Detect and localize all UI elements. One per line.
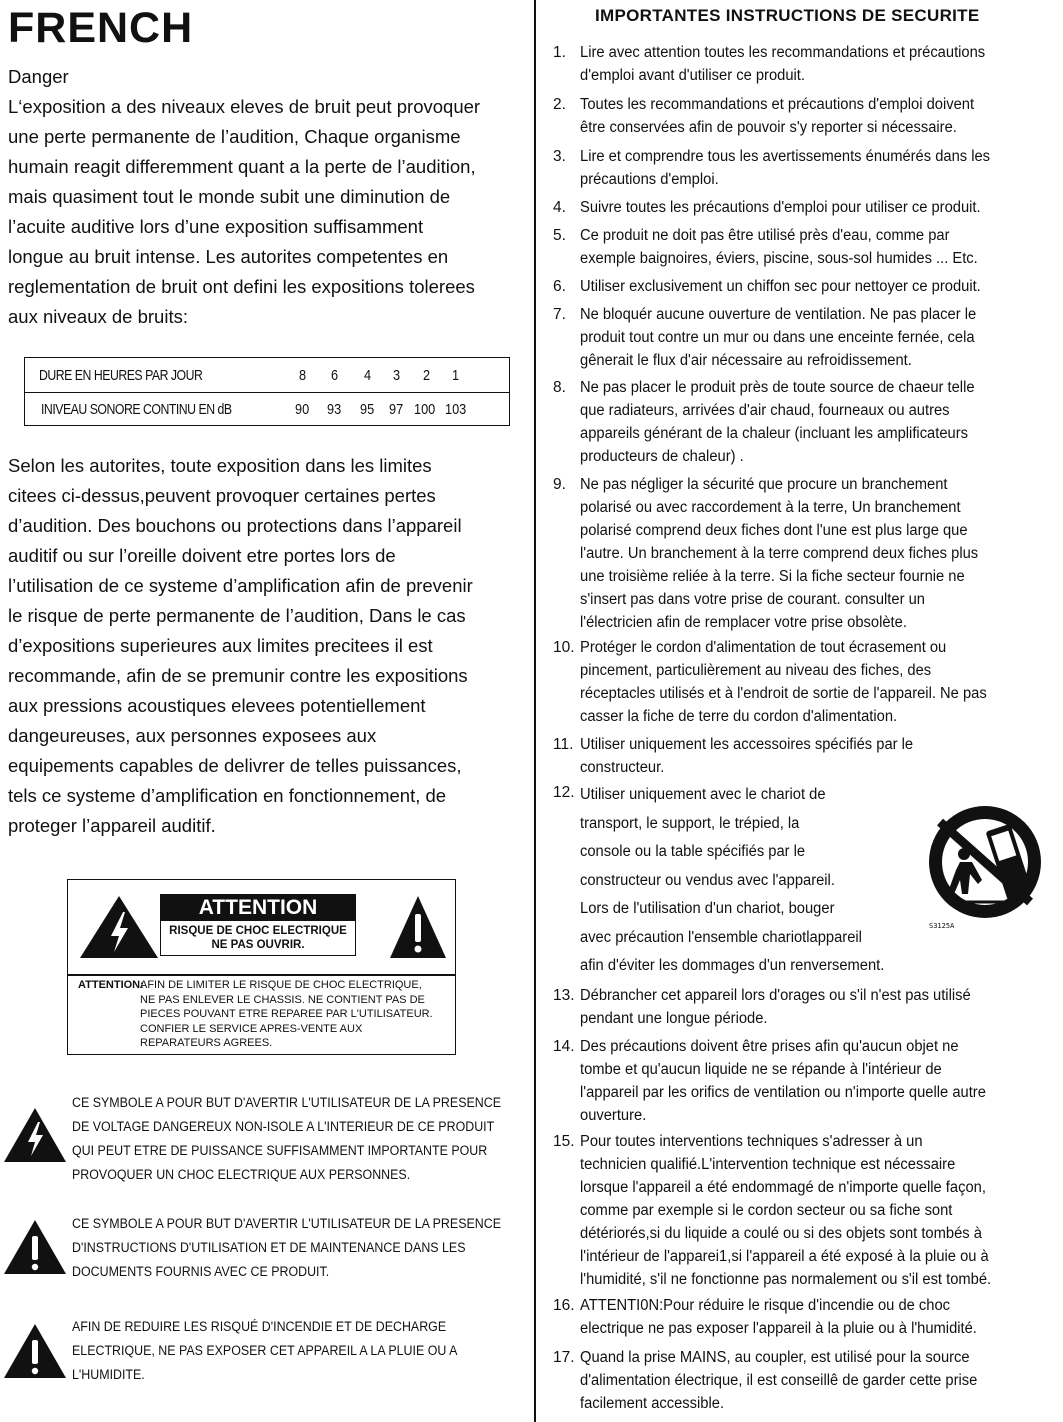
item-line: ATTENTI0N:Pour réduire le risque d'incendie ou de choc xyxy=(580,1297,951,1314)
item-line: exemple baignoires, éviers, piscine, sous-sol humides ... Etc. xyxy=(580,250,978,267)
exclamation-warning-icon xyxy=(388,894,448,960)
item-line: produit tout contre un mur ou dans une enceinte fernée, cela xyxy=(580,329,975,346)
attention-body-text xyxy=(140,978,450,1051)
item-number: 4. xyxy=(553,199,566,216)
cart-tip-over-warning-icon xyxy=(920,804,1050,919)
item-line: Utiliser uniquement les accessoires spécifiés par le xyxy=(580,736,914,753)
symbol-line: PROVOQUER UN CHOC ELECTRIQUE AUX PERSONNES. xyxy=(72,1167,411,1182)
danger-line: reglementation de bruit ont defini les expositions tolerees xyxy=(8,276,475,297)
item-number: 7. xyxy=(553,306,566,323)
item-line: console ou la table spécifiés par le xyxy=(580,843,806,860)
item-line: afin d'éviter les dommages d'un renversement. xyxy=(580,957,885,974)
attention-body-label: ATTENTION: xyxy=(78,979,144,991)
level-label: INIVEAU SONORE CONTINU EN dB xyxy=(41,400,232,418)
hours-label: DURE EN HEURES PAR JOUR xyxy=(39,366,203,384)
symbol-line: L'HUMIDITE. xyxy=(72,1367,145,1382)
item-number: 5. xyxy=(553,227,566,244)
item-line: polarisé ou avec raccordement à la terre, Un branchement xyxy=(580,499,961,516)
paragraph-line: Selon les autorites, toute exposition dans les limites xyxy=(8,455,432,476)
item-number: 12. xyxy=(553,784,575,801)
item-line: une troisième reliée à la terre. Si la fiche secteur fournie ne xyxy=(580,568,965,585)
item-line: electrique ne pas exposer l'appareil à la pluie ou à l'humidité. xyxy=(580,1320,977,1337)
item-line: Lors de l'utilisation d'un chariot, bouger xyxy=(580,900,835,917)
attention-line: PIECES POUVANT ETRE REPAREE PAR L'UTILISATEUR. xyxy=(140,1008,433,1020)
danger-line: L‘exposition a des niveaux eleves de bruit peut provoquer xyxy=(8,96,481,117)
item-number: 11. xyxy=(553,736,574,753)
item-line: casser la fiche de terre du cordon d'alimentation. xyxy=(580,708,898,725)
hours-value: 3 xyxy=(393,366,401,384)
level-row xyxy=(25,392,509,426)
item-line: Suivre toutes les précautions d'emploi pour utiliser ce produit. xyxy=(580,199,981,216)
symbol-line: CE SYMBOLE A POUR BUT D'AVERTIR L'UTILISATEUR DE LA PRESENCE xyxy=(72,1095,501,1110)
symbol-line: AFIN DE REDUIRE LES RISQUÉ D'INCENDIE ET DE DECHARGE xyxy=(72,1319,447,1334)
item-line: constructeur. xyxy=(580,759,665,776)
danger-line: mais quasiment tout le monde subit une diminution de xyxy=(8,186,451,207)
hours-row xyxy=(25,358,509,393)
item-line: Quand la prise MAINS, au coupler, est utilisé pour la source xyxy=(580,1349,970,1366)
symbol-fire-description xyxy=(72,1315,477,1387)
item-line: Ne pas placer le produit près de toute source de chaeur telle xyxy=(580,379,975,396)
item-line: être conservées afin de pouvoir s'y reporter si nécessaire. xyxy=(580,119,957,136)
item-line: Des précautions doivent être prises afin qu'aucun objet ne xyxy=(580,1038,959,1055)
attention-line: REPARATEURS AGREES. xyxy=(140,1037,273,1049)
item-line: producteurs de chaleur) . xyxy=(580,448,744,465)
item-number: 3. xyxy=(553,148,566,165)
paragraph-line: d’audition. Des bouchons ou protections dans l’appareil xyxy=(8,515,462,536)
item-number: 16. xyxy=(553,1297,575,1314)
level-value: 97 xyxy=(389,400,404,418)
item-number: 15. xyxy=(553,1133,575,1150)
column-divider xyxy=(534,0,536,1422)
item-line: réceptacles utilisés et à l'endroit de sortie de l'appareil. Ne pas xyxy=(580,685,987,702)
symbol-lightning-description xyxy=(72,1091,501,1187)
item-line: l'intérieur de l'apparei1,si l'appareil a été exposé à la pluie ou à xyxy=(580,1248,989,1265)
hours-value: 4 xyxy=(364,366,372,384)
item-line: Toutes les recommandations et précautions d'emploi doivent xyxy=(580,96,975,113)
item-line: s'insert pas dans votre prise de courant. consulter un xyxy=(580,591,925,608)
level-value: 100 xyxy=(414,400,436,418)
paragraph-line: d’expositions superieures aux limites precitees il est xyxy=(8,635,433,656)
symbol-line: ELECTRIQUE, NE PAS EXPOSER CET APPAREIL A LA PLUIE OU A xyxy=(72,1343,458,1358)
item-line: pendant une longue période. xyxy=(580,1010,768,1027)
symbol-line: CE SYMBOLE A POUR BUT D'AVERTIR L'UTILISATEUR DE LA PRESENCE xyxy=(72,1216,501,1231)
item-line: lorsque l'appareil a été endommagé de n'importe quelle façon, xyxy=(580,1179,986,1196)
divider xyxy=(68,974,455,976)
hours-value: 6 xyxy=(331,366,339,384)
item-number: 1. xyxy=(553,44,566,61)
symbol-line: QUI PEUT ETRE DE PUISSANCE SUFFISAMMENT IMPORTANTE POUR xyxy=(72,1143,488,1158)
item-line: Ce produit ne doit pas être utilisé près d'eau, comme par xyxy=(580,227,950,244)
item-line: ouverture. xyxy=(580,1107,647,1124)
attention-heading: ATTENTION xyxy=(161,895,355,921)
level-value: 90 xyxy=(295,400,310,418)
paragraph-line: le risque de perte permanente de l’audition, Dans le cas xyxy=(8,605,466,626)
item-line: comme par exemple si le cordon secteur ou sa fiche sont xyxy=(580,1202,953,1219)
item-number: 2. xyxy=(553,96,566,113)
item-line: que radiateurs, arrivées d'air chaud, fourneaux ou autres xyxy=(580,402,950,419)
item-line: détériorés,si du liquide a coulé ou si des objets sont tombés à xyxy=(580,1225,982,1242)
item-line: d'emploi avant d'utiliser ce produit. xyxy=(580,67,805,84)
attention-line: CONFIER LE SERVICE APRES-VENTE AUX xyxy=(140,1022,363,1035)
item-line: l'humidité, s'il ne fonctionne pas normalement ou s'il est tombé. xyxy=(580,1271,992,1288)
paragraph-line: proteger l’appareil auditif. xyxy=(8,815,216,836)
item-line: gênerait le flux d'air nécessaire au refroidissement. xyxy=(580,352,912,369)
attention-warning-box xyxy=(67,879,456,1055)
exclamation-warning-icon xyxy=(2,1322,68,1380)
danger-line: l’acuite auditive lors d’une exposition suffisamment xyxy=(8,216,424,237)
item-number: 10. xyxy=(553,639,575,656)
symbol-line: DOCUMENTS FOURNIS AVEC CE PRODUIT. xyxy=(72,1264,330,1279)
danger-paragraph xyxy=(8,62,523,332)
paragraph-line: tels ce systeme d’amplification en fonctionnement, de xyxy=(8,785,447,806)
paragraph-line: recommande, afin de se premunir contre les expositions xyxy=(8,665,468,686)
noise-exposure-table xyxy=(24,357,510,426)
item-line: l'appareil par les orifics de ventilation ou n'importe quelle autre xyxy=(580,1084,986,1101)
item-line: d'alimentation électrique, il est conseillê de garder cette prise xyxy=(580,1372,978,1389)
hearing-protection-paragraph xyxy=(8,451,523,841)
item-line: transport, le support, le trépied, la xyxy=(580,814,800,832)
symbol-line: DE VOLTAGE DANGEREUX NON-ISOLE A L'INTERIEUR DE CE PRODUIT xyxy=(72,1119,495,1134)
item-line: pincement, particulièrement au niveau des fiches, des xyxy=(580,662,932,679)
attention-line: AFIN DE LIMITER LE RISQUE DE CHOC ELECTRIQUE, xyxy=(140,979,422,991)
cart-icon-code: S3125A xyxy=(929,922,955,930)
paragraph-line: auditif ou sur l’oreille doivent etre portes lors de xyxy=(8,545,396,566)
item-line: l'autre. Un branchement à la terre comprend deux fiches plus xyxy=(580,545,979,562)
item-line: facilement accessible. xyxy=(580,1395,725,1412)
paragraph-line: citees ci-dessus,peuvent provoquer certaines pertes xyxy=(8,485,436,506)
safety-title: IMPORTANTES INSTRUCTIONS DE SECURITE xyxy=(595,6,980,25)
item-number: 9. xyxy=(553,476,566,493)
item-line: Protéger le cordon d'alimentation de tout écrasement ou xyxy=(580,639,947,656)
item-line: polarisé comprend deux fiches dont l'une est plus large que xyxy=(580,522,968,539)
language-title: FRENCH xyxy=(8,4,194,52)
item-line: appareils générant de la chaleur (incluant les amplificateurs xyxy=(580,425,968,442)
item-line: Ne bloquér aucune ouverture de ventilation. Ne pas placer le xyxy=(580,306,977,323)
item-line: Lire avec attention toutes les recommandations et précautions xyxy=(580,44,986,61)
item-line: Lire et comprendre tous les avertissements énumérés dans les xyxy=(580,148,991,165)
item-line: l'électricien afin de remplacer votre prise obsolète. xyxy=(580,614,907,631)
danger-line: longue au bruit intense. Les autorites competentes en xyxy=(8,246,449,267)
item-number: 8. xyxy=(553,379,566,396)
item-number: 17. xyxy=(553,1349,575,1366)
item-line: Débrancher cet appareil lors d'orages ou s'il n'est pas utilisé xyxy=(580,987,971,1004)
attention-sub-1: RISQUE DE CHOC ELECTRIQUE xyxy=(169,925,347,937)
level-value: 103 xyxy=(445,400,467,418)
attention-line: NE PAS ENLEVER LE CHASSIS. NE CONTIENT PAS DE xyxy=(140,993,425,1006)
item-line: technicien qualifié.L'intervention technique est nécessaire xyxy=(580,1156,956,1173)
item-line: Pour toutes interventions techniques s'adresser à un xyxy=(580,1133,923,1150)
exclamation-warning-icon xyxy=(2,1218,68,1276)
item-line: précautions d'emploi. xyxy=(580,171,719,188)
danger-line: Danger xyxy=(8,66,69,87)
item-line: Ne pas négliger la sécurité que procure un branchement xyxy=(580,476,948,493)
item-number: 14. xyxy=(553,1038,575,1055)
danger-line: humain reagit differemment quant a la perte de l’audition, xyxy=(8,156,476,177)
danger-line: une perte permanente de l’audition, Chaque organisme xyxy=(8,126,461,147)
paragraph-line: equipements capables de delivrer de telles puissances, xyxy=(8,755,462,776)
item-line: constructeur ou vendus avec l'appareil. xyxy=(580,871,835,889)
level-value: 93 xyxy=(327,400,342,418)
symbol-line: D'INSTRUCTIONS D'UTILISATION ET DE MAINTENANCE DANS LES xyxy=(72,1240,466,1255)
level-value: 95 xyxy=(360,400,375,418)
symbol-exclamation-description xyxy=(72,1212,501,1284)
item-number: 6. xyxy=(553,278,566,295)
lightning-warning-icon xyxy=(78,894,160,960)
item-line: Utiliser exclusivement un chiffon sec pour nettoyer ce produit. xyxy=(580,278,981,295)
hours-value: 8 xyxy=(299,366,307,384)
paragraph-line: aux pressions acoustiques elevees potentiellement xyxy=(8,695,426,716)
item-line: Utiliser uniquement avec le chariot de xyxy=(580,786,826,803)
hours-value: 1 xyxy=(452,366,460,384)
paragraph-line: dangeureuses, aux personnes exposees aux xyxy=(8,725,377,746)
attention-sub-2: NE PAS OUVRIR. xyxy=(211,939,305,951)
lightning-warning-icon xyxy=(2,1106,68,1164)
item-line: avec précaution l'ensemble chariotlappareil xyxy=(580,928,862,946)
hours-value: 2 xyxy=(423,366,431,384)
item-number: 13. xyxy=(553,987,575,1004)
paragraph-line: l’utilisation de ce systeme d’amplification afin de prevenir xyxy=(8,575,473,596)
attention-label xyxy=(160,894,356,956)
item-line: tombe et qu'aucun liquide ne se répande à l'intérieur de xyxy=(580,1061,942,1078)
danger-line: aux niveaux de bruits: xyxy=(8,306,188,327)
